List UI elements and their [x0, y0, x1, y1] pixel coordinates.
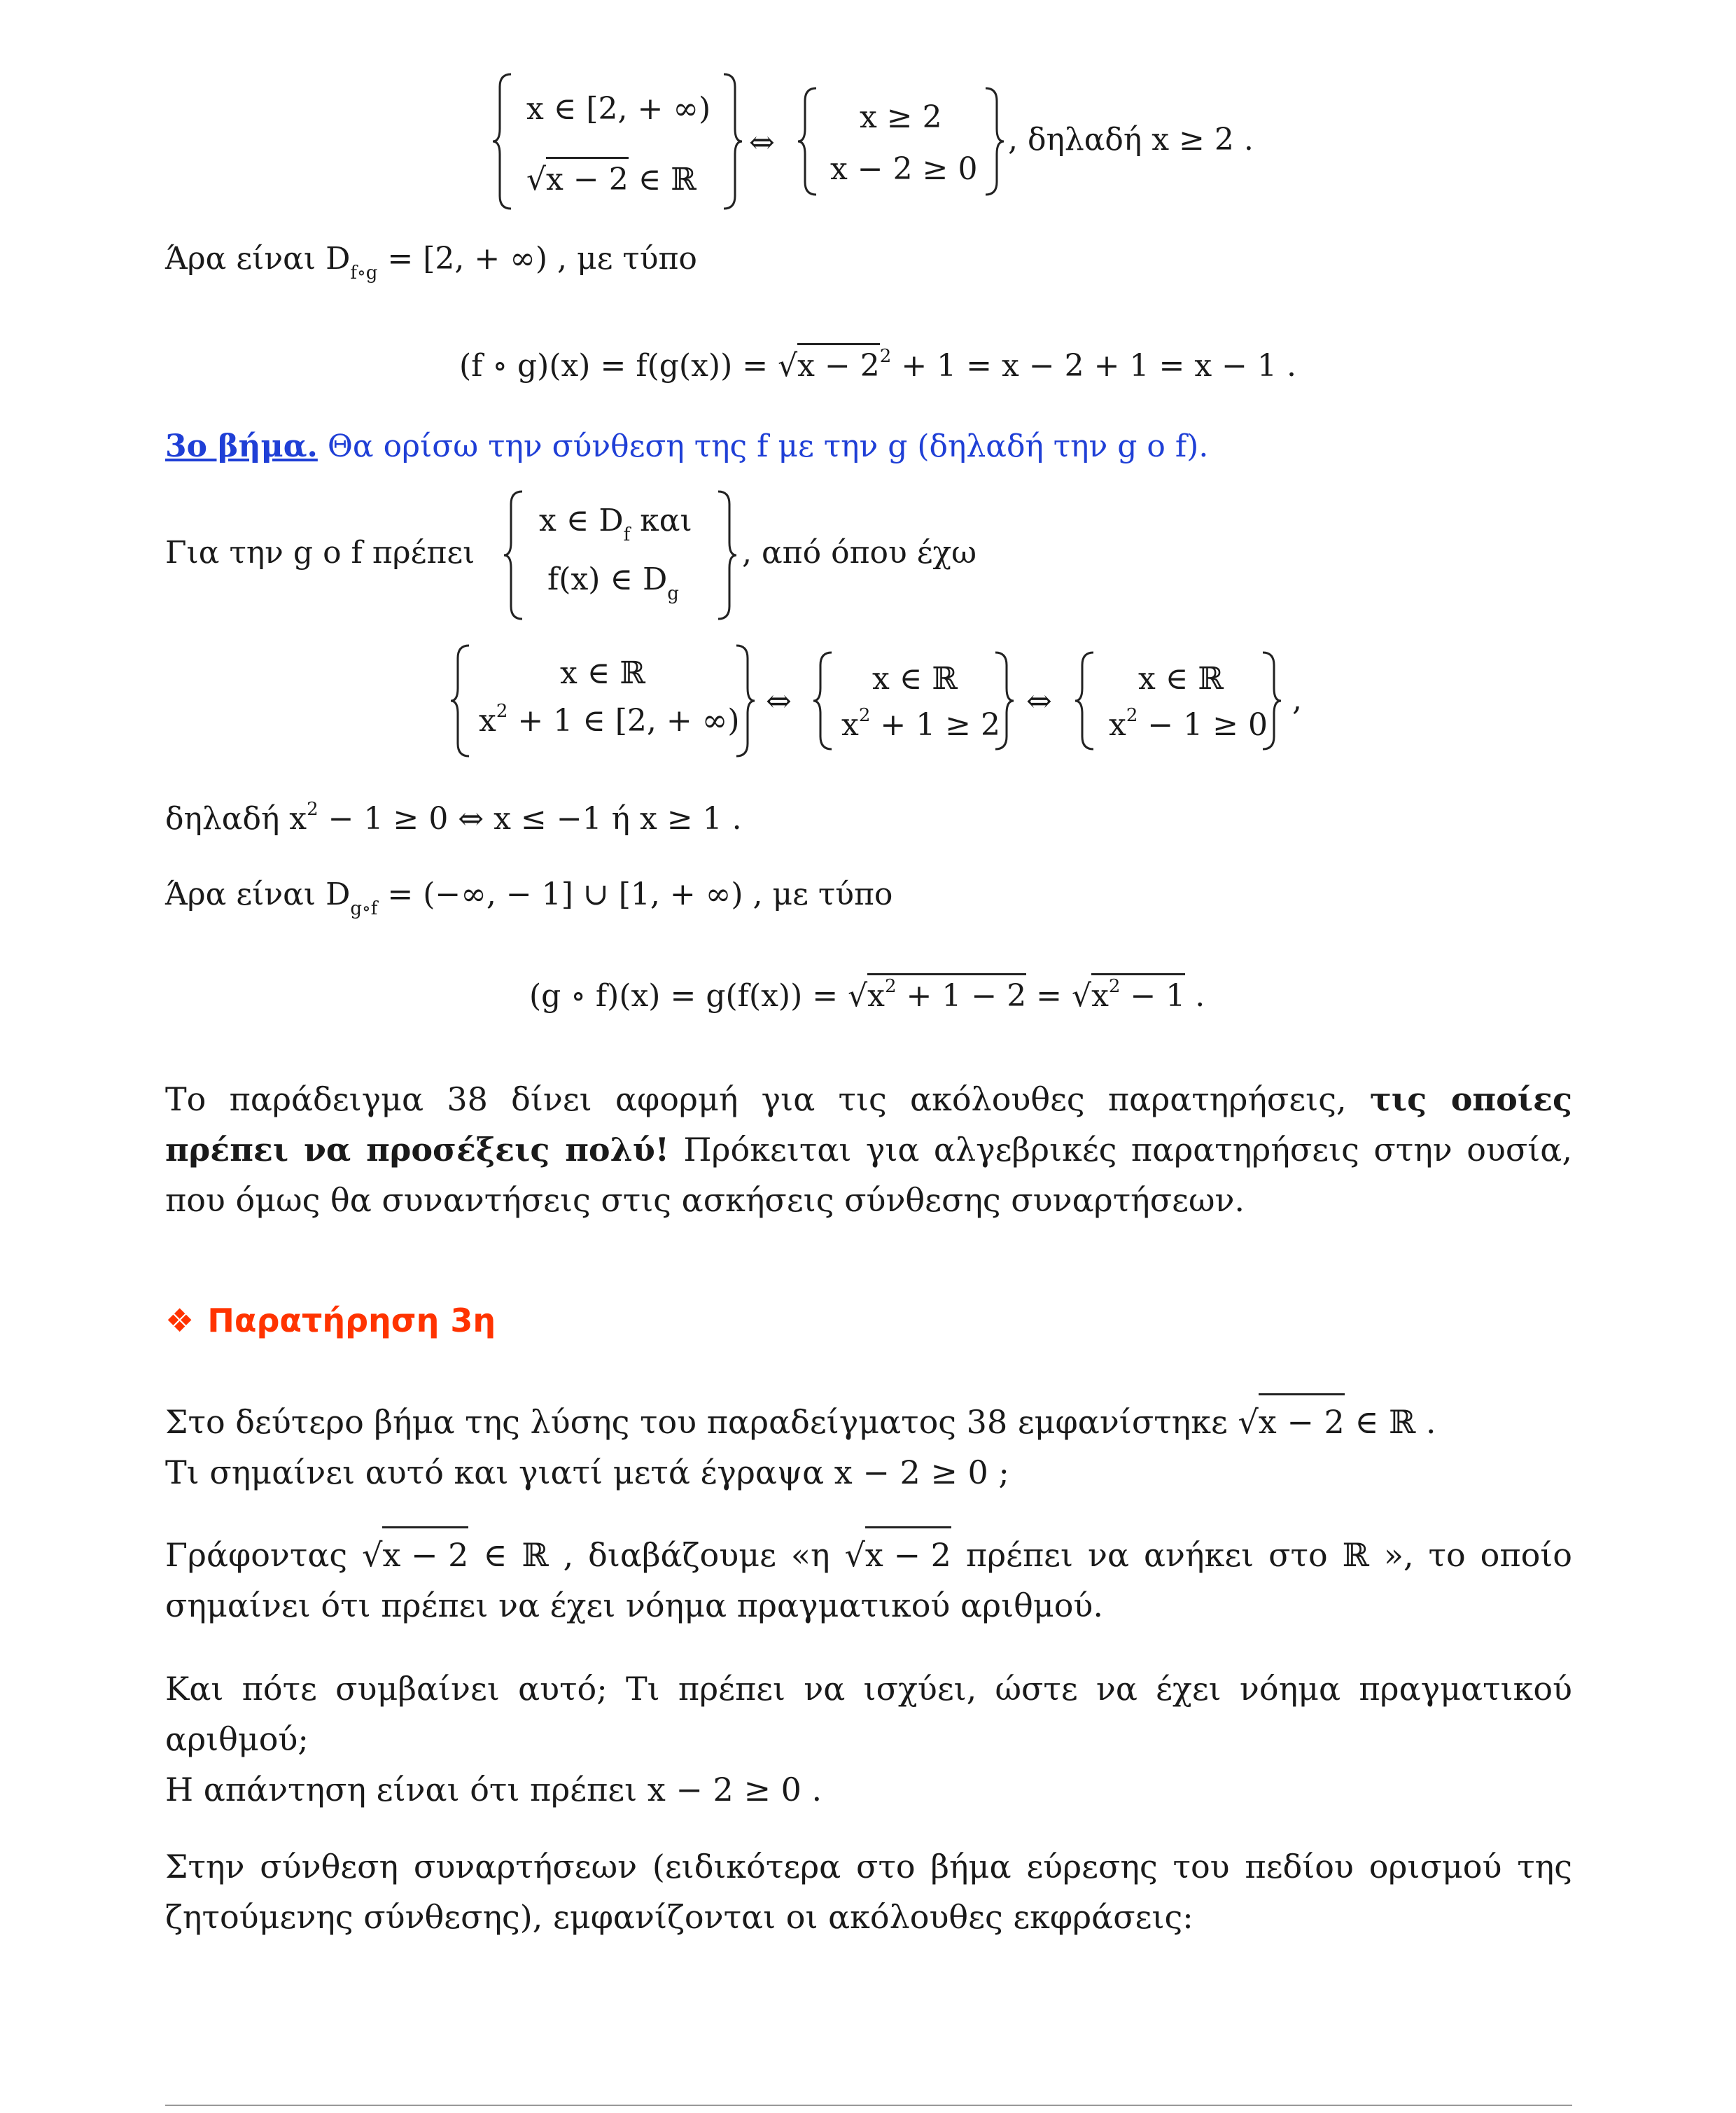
- iff-symbol: ⇔: [766, 683, 792, 719]
- system-line-1: x ∈ [2, + ∞): [526, 91, 711, 127]
- chain-a-line-2: $x^2 + 1$ ∈ [2, + ∞): [479, 701, 740, 739]
- left-brace: [811, 651, 839, 751]
- left-brace: [448, 644, 476, 758]
- condition-line-2: f(x) ∈ $D_g$: [547, 562, 679, 604]
- left-brace: [490, 73, 518, 210]
- left-brace: [1072, 651, 1100, 751]
- chain-b-line-1: x ∈ ℝ: [872, 661, 958, 697]
- paragraph: Στην σύνθεση συναρτήσεων (ειδικότερα στο βήμα εύρεσης του πεδίου ορισμού της ζητούμενης σύνθεσης), εμφανίζονται οι ακόλουθες εκφράσεις:: [165, 1848, 1572, 1936]
- formula-gof: (g ∘ $f)(x) = g(f(x)) = √x^2 + 1 - 2 = √x^2 - 1$ .: [529, 973, 1205, 1020]
- chain-comma: ,: [1292, 682, 1302, 718]
- iff-symbol: ⇔: [749, 125, 775, 160]
- right-brace: [715, 490, 743, 620]
- iff-symbol: ⇔: [1026, 683, 1052, 719]
- paragraph: Και πότε συμβαίνει αυτό; Τι πρέπει να ισχύει, ώστε να έχει νόημα πραγματικού αριθμού; Η απάντηση είναι ότι πρέπει x − 2 ≥ 0 .: [165, 1670, 1572, 1808]
- condition-prefix: Για την g ο f πρέπει: [165, 535, 475, 571]
- formula-fog: (f ∘ $g)(x) = f(g(x)) = √x - 2^2 + 1 = x - 2 + 1 = x - 1$ .: [459, 343, 1296, 390]
- chain-c-line-1: x ∈ ℝ: [1138, 661, 1224, 697]
- left-brace: [501, 490, 529, 620]
- domain-statement: Άρα είναι $D_{g\circ f}$ = (−∞, − 1] ∪ [1, + ∞) , με τύπο: [165, 877, 893, 919]
- chain-a-line-1: x ∈ ℝ: [560, 655, 645, 691]
- paragraph: Το παράδειγμα 38 δίνει αφορμή για τις ακόλουθες παρατηρήσεις, τις οποίες πρέπει να προσέξεις πολύ! Πρόκειται για αλγεβρικές παρατηρήσεις στην ουσία, που όμως θα συναντήσεις στις ασκήσεις σύνθεσης συναρτήσεων.: [165, 1080, 1573, 1219]
- right-brace: [1260, 651, 1288, 751]
- remark-heading: ❖ Παρατήρηση 3η: [165, 1302, 496, 1339]
- chain-b-line-2: $x^2 + 1 \ge 2$: [841, 705, 1001, 743]
- conclusion-text: , δηλαδή x ≥ 2 .: [1008, 122, 1254, 158]
- right-brace: [721, 73, 749, 210]
- right-brace: [734, 644, 762, 758]
- diamond-bullet-icon: ❖: [165, 1302, 195, 1339]
- chain-c-line-2: $x^2 - 1 \ge 0$: [1109, 705, 1268, 743]
- inequality-solution: δηλαδή $x^2 - 1 \ge 0$ ⇔ x ≤ −1 ή x ≥ 1 .: [165, 799, 742, 837]
- right-brace: [993, 651, 1021, 751]
- system-line-1: x ≥ 2: [860, 99, 942, 135]
- system-line-2: √x − 2 ∈ ℝ: [526, 157, 696, 200]
- paragraph: Στο δεύτερο βήμα της λύσης του παραδείγματος 38 εμφανίστηκε √x − 2 ∈ ℝ . Τι σημαίνει αυτό και γιατί μετά έγραψα x − 2 ≥ 0 ;: [165, 1393, 1572, 1498]
- step-3-heading: 3ο βήμα. Θα ορίσω την σύνθεση της f με την g (δηλαδή την g ο f).: [165, 428, 1209, 464]
- domain-statement: Άρα είναι $D_{f\circ g} = [2$, + ∞) , με τύπο: [165, 241, 697, 284]
- system-line-2: x − 2 ≥ 0: [830, 151, 978, 187]
- left-brace: [795, 87, 823, 196]
- condition-suffix: , από όπου έχω: [742, 535, 977, 571]
- footer-rule: [165, 2105, 1572, 2106]
- condition-line-1: x ∈ $D_f$ και: [539, 503, 692, 545]
- right-brace: [983, 87, 1011, 196]
- paragraph: Γράφοντας √x − 2 ∈ ℝ , διαβάζουμε «η √x − 2 πρέπει να ανήκει στο ℝ », το οποίο σημαίνει ότι πρέπει να έχει νόημα πραγματικού αριθμού.: [165, 1526, 1572, 1631]
